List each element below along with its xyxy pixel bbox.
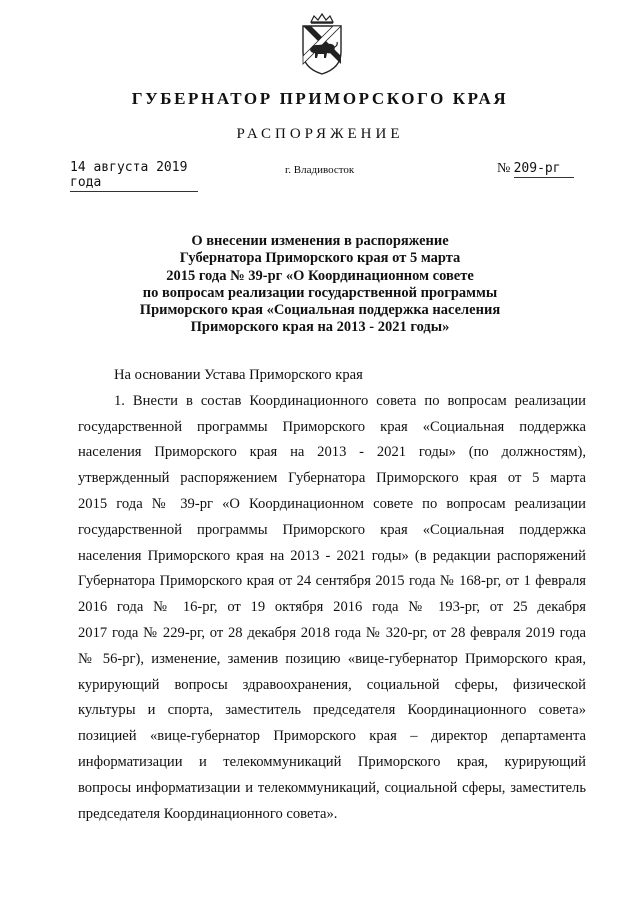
paragraph-line: утвержденный распоряжением Губернатора Приморского края от 5 марта: [78, 470, 586, 487]
paragraph-line: № 56-рг), изменение, заменив позицию «вице-губернатор Приморского края,: [78, 650, 586, 667]
title-line: О внесении изменения в распоряжение: [191, 233, 449, 249]
paragraph-line: 2017 года № 229-рг, от 28 декабря 2018 года № 320-рг, от 28 февраля 2019 года: [78, 624, 586, 641]
paragraph-line: культуры и спорта, заместитель председателя Координационного совета»: [78, 702, 586, 719]
title-line: Приморского края на 2013 - 2021 годы»: [190, 319, 450, 336]
document-type: РАСПОРЯЖЕНИЕ: [236, 126, 404, 142]
paragraph-line: 2016 года № 16-рг, от 19 октября 2016 года № 193-рг, от 25 декабря: [78, 599, 586, 616]
paragraph-line: населения Приморского края на 2013 - 2021 годы» (в редакции распоряжений: [78, 547, 586, 564]
document-body: [78, 363, 586, 827]
paragraph-line: государственной программы Приморского края «Социальная поддержка: [78, 521, 586, 538]
paragraph-line: государственной программы Приморского края «Социальная поддержка: [78, 418, 586, 435]
title-line: Губернатора Приморского края от 5 марта: [179, 250, 461, 267]
paragraph-line: 1. Внести в состав Координационного совета по вопросам реализации: [114, 392, 586, 409]
paragraph-1: [78, 389, 586, 828]
issuer-heading: ГУБЕРНАТОР ПРИМОРСКОГО КРАЯ: [131, 89, 509, 108]
title-line: по вопросам реализации государственной программы: [142, 284, 498, 301]
paragraph-line: населения Приморского края на 2013 - 2021 годы» (по должностям),: [78, 444, 586, 461]
paragraph-line: информатизации и телекоммуникаций Приморского края, курирующий: [78, 753, 586, 770]
paragraph-line: Губернатора Приморского края от 24 сентября 2015 года № 168-рг, от 1 февраля: [78, 573, 586, 590]
paragraph-line: 2015 года № 39-рг «О Координационном совете по вопросам реализации: [78, 495, 586, 512]
paragraph-line: председателя Координационного совета».: [78, 805, 338, 822]
paragraph-line: вопросы информатизации и телекоммуникаций, социальной сферы, заместитель: [78, 779, 586, 796]
document-city: г. Владивосток: [285, 164, 355, 176]
number-sign: №: [497, 161, 511, 176]
document-title: [100, 233, 540, 337]
title-line: Приморского края «Социальная поддержка населения: [139, 302, 501, 319]
paragraph-line: курирующий вопросы здравоохранения, социальной сферы, физической: [78, 676, 586, 693]
document-number: [497, 160, 579, 178]
coat-of-arms-icon: [297, 12, 347, 76]
title-line: 2015 года № 39-рг «О Координационном совете: [166, 267, 474, 284]
basis-paragraph: На основании Устава Приморского края: [114, 367, 363, 383]
number-value: 209-рг: [514, 161, 574, 178]
paragraph-line: позицией «вице-губернатор Приморского края – директор департамента: [78, 728, 586, 745]
document-date: 14 августа 2019 года: [70, 160, 198, 192]
